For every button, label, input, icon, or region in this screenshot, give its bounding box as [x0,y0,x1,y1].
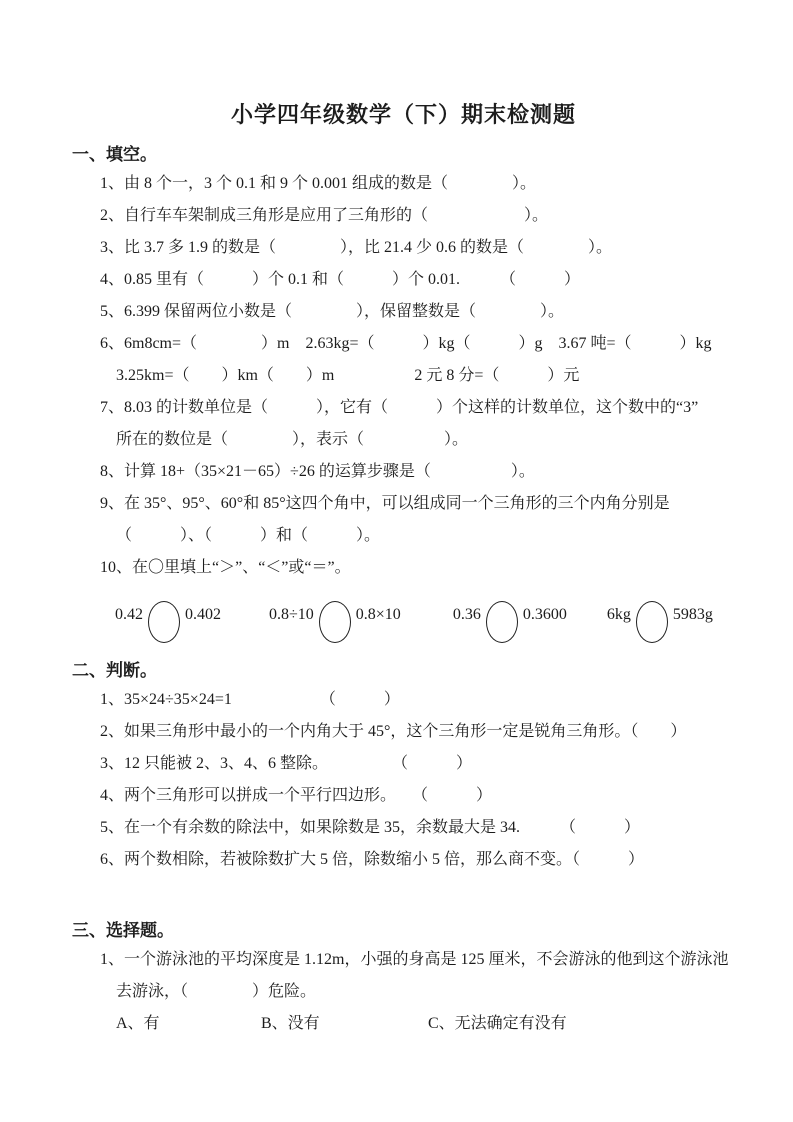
judge-q3-line: 3、12 只能被 2、3、4、6 整除。 （ ） [100,755,473,772]
fill-q4-line: 4、0.85 里有（ ）个 0.1 和（ ）个 0.01. （ ） [100,271,581,288]
judge-q4-line: 4、两个三角形可以拼成一个平行四边形。 （ ） [100,787,493,804]
comparison-right-value: 0.8×10 [355,606,401,623]
fill-q2-line: 2、自行车车架制成三角形是应用了三角形的（ ）。 [100,207,549,224]
judge-q5-line: 5、在一个有余数的除法中，如果除数是 35，余数最大是 34. （ ） [100,819,641,836]
section-fill [72,142,735,638]
comparison-circle [148,601,180,643]
fill-q6-line1: 6、6m8cm=（ ）m 2.63kg=（ ）kg（ ）g 3.67 吨=（ ）kg [100,335,712,352]
comparison-pair-4 [607,594,713,636]
fill-q10-line: 10、在〇里填上“＞”、“＜”或“＝”。 [100,559,351,576]
choice-option-a: A、有 [116,1015,160,1032]
fill-q9-line2: （ ）、（ ）和（ ）。 [116,527,381,544]
comparison-pair-2 [269,594,401,636]
comparison-left-value: 0.8÷10 [269,606,314,623]
choice-option-c: C、无法确定有没有 [428,1015,567,1032]
fill-q7-line2: 所在的数位是（ ），表示（ ）。 [116,431,469,448]
page-title: 小学四年级数学（下）期末检测题 [230,102,576,127]
comparison-right-value: 0.3600 [522,606,567,623]
comparison-right-value: 5983g [672,606,713,623]
fill-q7-line1: 7、8.03 的计数单位是（ ），它有（ ）个这样的计数单位，这个数中的“3” [100,399,699,416]
fill-q6-line2: 3.25km=（ ）km（ ）m 2 元 8 分=（ ）元 [116,367,580,384]
choice-q1-line1: 1、一个游泳池的平均深度是 1.12m，小强的身高是 125 厘米，不会游泳的他到这个游泳池 [100,951,729,968]
comparison-pair-3 [453,594,567,636]
comparison-left-value: 0.42 [115,606,143,623]
choice-q1-options [72,1008,735,1040]
judge-q1-line: 1、35×24÷35×24=1 （ ） [100,691,400,708]
section-choice-header: 三、选择题。 [72,921,174,940]
fill-q5-line: 5、6.399 保留两位小数是（ ），保留整数是（ ）。 [100,303,565,320]
comparison-circle [486,601,518,643]
comparison-right-value: 0.402 [185,606,221,623]
section-judge-header: 二、判断。 [72,661,157,680]
judge-q2-line: 2、如果三角形中最小的一个内角大于 45°，这个三角形一定是锐角三角形。（ ） [100,723,687,740]
comparison-circle [636,601,668,643]
section-judge [72,658,735,876]
comparison-left-value: 0.36 [452,606,481,623]
section-choice [72,918,735,1040]
judge-q6-line: 6、两个数相除，若被除数扩大 5 倍，除数缩小 5 倍，那么商不变。（ ） [100,851,645,868]
section-fill-header: 一、填空。 [72,145,157,164]
choice-option-b: B、没有 [261,1015,320,1032]
comparison-pair-1 [115,594,221,636]
fill-q10-comparisons [72,592,735,638]
fill-q8-line: 8、计算 18+（35×21－65）÷26 的运算步骤是（ ）。 [100,463,535,480]
comparison-left-value: 6kg [606,606,631,623]
fill-q3-line: 3、比 3.7 多 1.9 的数是（ ），比 21.4 少 0.6 的数是（ ）。 [100,239,613,256]
fill-q1-line: 1、由 8 个一，3 个 0.1 和 9 个 0.001 组成的数是（ ）。 [100,175,537,192]
fill-q9-line1: 9、在 35°、95°、60°和 85°这四个角中，可以组成同一个三角形的三个内角分别是 [100,495,670,512]
choice-q1-line2: 去游泳，（ ）危险。 [116,983,317,1000]
comparison-circle [319,601,351,643]
